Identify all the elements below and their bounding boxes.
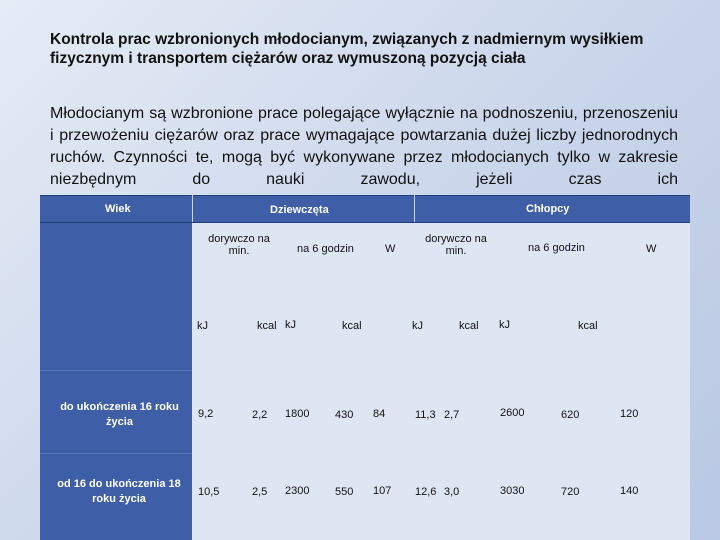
table-cell: 3,0 — [444, 486, 460, 498]
sub-d-w: W — [385, 243, 396, 255]
row-divider — [40, 453, 192, 454]
header-divider — [40, 195, 690, 196]
unit-c-kj1: kJ — [412, 320, 423, 332]
table-cell: 550 — [335, 486, 354, 498]
table-cell: 107 — [373, 485, 392, 497]
table-cell: 10,5 — [198, 486, 220, 498]
table-cell: 1800 — [285, 408, 310, 420]
row-divider — [40, 370, 192, 371]
table-cell: 84 — [373, 408, 386, 420]
table-cell: 12,6 — [415, 486, 437, 498]
row-label: do ukończenia 16 roku życia — [60, 401, 179, 428]
sub-d-dorywczo: dorywczo na min. — [208, 233, 270, 257]
unit-d-kcal2: kcal — [342, 320, 362, 332]
unit-d-kj1: kJ — [197, 320, 208, 332]
table-cell: 2,2 — [252, 409, 268, 421]
page-title: Kontrola prac wzbronionych młodocianym, związanych z nadmiernym wysiłkiem fizycznym i transportem ciężarów oraz wymuszoną pozycją ciała — [50, 31, 644, 67]
table-cell: 2300 — [285, 485, 310, 497]
sub-c-na6: na 6 godzin — [528, 242, 585, 254]
row-label: od 16 do ukończenia 18 roku życia — [57, 478, 181, 505]
table-cell: 430 — [335, 409, 354, 421]
table-cell: 9,2 — [198, 408, 214, 420]
table-cell: 2,5 — [252, 486, 268, 498]
body-paragraph: Młodocianym są wzbronione prace polegające wyłącznie na podnoszeniu, przenoszeniu i przewożeniu ciężarów oraz prace wymagające powtarzania dużej liczby jednorodnych ruchów. Czynności te, mogą być wykonywane przez młodocianych tylko w zakresie niezbędnym do nauki zawodu, jeżeli czas ich — [50, 105, 678, 188]
header-divider — [414, 195, 415, 222]
unit-c-kcal2: kcal — [578, 320, 598, 332]
table-cell: 620 — [561, 409, 580, 421]
unit-d-kj2: kJ — [285, 319, 296, 331]
table-header-bar — [40, 195, 690, 222]
unit-c-kj2: kJ — [499, 319, 510, 331]
table-cell: 2,7 — [444, 409, 460, 421]
table-cell: 120 — [620, 408, 639, 420]
header-divider — [40, 222, 690, 223]
table-cell: 720 — [561, 486, 580, 498]
table-cell: 2600 — [500, 407, 525, 419]
table-cell: 3030 — [500, 485, 525, 497]
table-cell: 11,3 — [415, 409, 436, 421]
header-wiek: Wiek — [105, 203, 131, 215]
sub-c-w: W — [646, 243, 657, 255]
sub-d-na6: na 6 godzin — [297, 243, 354, 255]
header-chlopcy: Chłopcy — [526, 203, 570, 215]
table-cell: 140 — [620, 485, 639, 497]
sub-c-dorywczo: dorywczo na min. — [425, 233, 487, 257]
unit-d-kcal1: kcal — [257, 320, 277, 332]
unit-c-kcal1: kcal — [459, 320, 479, 332]
header-divider — [192, 195, 193, 222]
effort-limits-table — [40, 195, 690, 540]
header-dziewczeta: Dziewczęta — [270, 204, 329, 216]
